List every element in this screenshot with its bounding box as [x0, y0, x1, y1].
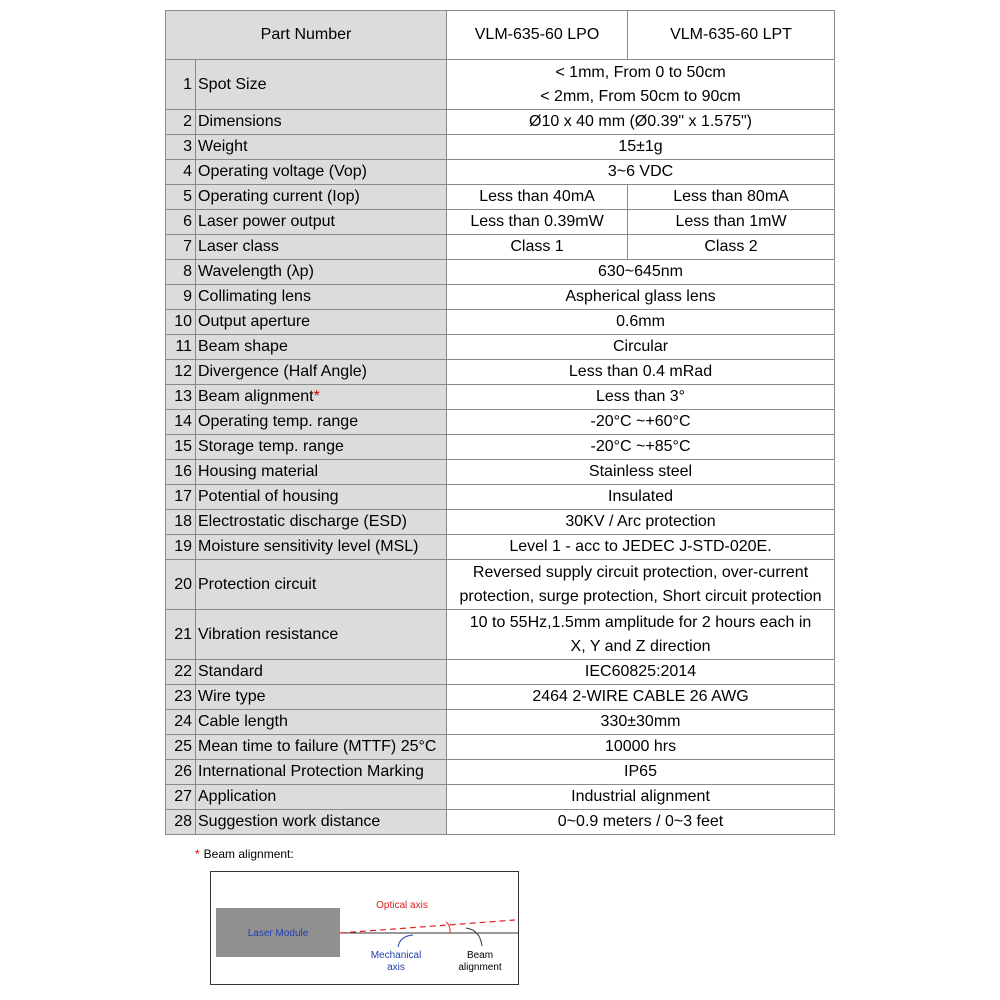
row-label-text: Spot Size	[198, 75, 267, 93]
row-number: 6	[166, 210, 196, 235]
row-label	[196, 810, 447, 835]
row-label-text: Wire type	[198, 688, 266, 705]
row-label-text: Potential of housing	[198, 488, 339, 505]
row-value: Aspherical glass lens	[447, 285, 835, 310]
row-number: 20	[166, 560, 196, 610]
row-number: 18	[166, 510, 196, 535]
row-label	[196, 185, 447, 210]
row-value-line-1: < 1mm, From 0 to 50cm	[555, 63, 726, 81]
beam-alignment-diagram	[210, 871, 519, 985]
row-number: 12	[166, 360, 196, 385]
spec-row	[166, 160, 835, 185]
row-label-text: International Protection Marking	[198, 763, 424, 780]
mechanical-axis-label-2: axis	[387, 962, 405, 973]
spec-row	[166, 185, 835, 210]
row-value: 30KV / Arc protection	[447, 510, 835, 535]
row-label-text: Moisture sensitivity level (MSL)	[198, 538, 419, 555]
row-number: 15	[166, 435, 196, 460]
row-number: 16	[166, 460, 196, 485]
row-label	[196, 460, 447, 485]
spec-row	[166, 285, 835, 310]
part-number-label: Part Number	[166, 11, 447, 60]
row-number: 23	[166, 685, 196, 710]
row-number: 5	[166, 185, 196, 210]
row-value: 0~0.9 meters / 0~3 feet	[447, 810, 835, 835]
row-value-line-2: < 2mm, From 50cm to 90cm	[540, 87, 741, 105]
row-label	[196, 560, 447, 610]
row-label	[196, 410, 447, 435]
row-value: 3~6 VDC	[447, 160, 835, 185]
row-label-text: Protection circuit	[198, 575, 317, 593]
spec-row	[166, 60, 835, 110]
row-label	[196, 535, 447, 560]
spec-row	[166, 610, 835, 660]
spec-row	[166, 685, 835, 710]
row-label	[196, 785, 447, 810]
spec-row	[166, 360, 835, 385]
row-label-text: Wavelength (λp)	[198, 263, 314, 280]
value-lpo: Less than 0.39mW	[447, 210, 628, 235]
value-lpt: Class 2	[628, 235, 835, 260]
row-label-text: Laser power output	[198, 213, 335, 230]
footnote-mark: *	[195, 847, 200, 861]
row-value: 330±30mm	[447, 710, 835, 735]
row-number: 25	[166, 735, 196, 760]
row-number: 22	[166, 660, 196, 685]
row-label	[196, 360, 447, 385]
value-lpo: Class 1	[447, 235, 628, 260]
row-label-text: Cable length	[198, 713, 288, 730]
spec-row	[166, 460, 835, 485]
row-label	[196, 610, 447, 660]
row-label-text: Beam alignment	[198, 388, 314, 405]
row-value-line-2: X, Y and Z direction	[570, 637, 711, 655]
row-number: 13	[166, 385, 196, 410]
row-label	[196, 760, 447, 785]
row-number: 24	[166, 710, 196, 735]
row-value: Less than 3°	[447, 385, 835, 410]
row-number: 1	[166, 60, 196, 110]
row-number: 2	[166, 110, 196, 135]
spec-row	[166, 760, 835, 785]
row-number: 4	[166, 160, 196, 185]
row-value: IP65	[447, 760, 835, 785]
row-value: -20°C ~+60°C	[447, 410, 835, 435]
row-label-text: Mean time to failure (MTTF) 25°C	[198, 738, 437, 755]
row-value: Circular	[447, 335, 835, 360]
row-value: 10000 hrs	[447, 735, 835, 760]
row-number: 11	[166, 335, 196, 360]
row-label	[196, 210, 447, 235]
row-label-text: Suggestion work distance	[198, 813, 381, 830]
row-label	[196, 435, 447, 460]
row-number: 3	[166, 135, 196, 160]
row-label	[196, 235, 447, 260]
row-label	[196, 160, 447, 185]
row-label	[196, 60, 447, 110]
row-label-text: Operating temp. range	[198, 413, 359, 430]
row-value: 15±1g	[447, 135, 835, 160]
row-value: 2464 2-WIRE CABLE 26 AWG	[447, 685, 835, 710]
row-label	[196, 485, 447, 510]
row-label-text: Weight	[198, 138, 248, 155]
row-label-text: Operating voltage (Vop)	[198, 163, 367, 180]
row-value: Ø10 x 40 mm (Ø0.39" x 1.575")	[447, 110, 835, 135]
row-label	[196, 685, 447, 710]
row-label	[196, 385, 447, 410]
row-value: -20°C ~+85°C	[447, 435, 835, 460]
row-number: 9	[166, 285, 196, 310]
row-label	[196, 310, 447, 335]
row-value: IEC60825:2014	[447, 660, 835, 685]
laser-module-label: Laser Module	[247, 928, 309, 939]
row-label-text: Dimensions	[198, 113, 282, 130]
row-number: 17	[166, 485, 196, 510]
beam-alignment-label-2: alignment	[458, 962, 502, 973]
footnote	[195, 847, 294, 861]
spec-row	[166, 385, 835, 410]
footnote-text: Beam alignment:	[203, 847, 294, 861]
model-lpo: VLM-635-60 LPO	[447, 11, 628, 60]
spec-row	[166, 510, 835, 535]
optical-axis-label: Optical axis	[376, 900, 428, 911]
mechanical-axis-label-1: Mechanical	[370, 950, 422, 961]
spec-row	[166, 335, 835, 360]
row-number: 14	[166, 410, 196, 435]
value-lpt: Less than 1mW	[628, 210, 835, 235]
value-lpo: Less than 40mA	[447, 185, 628, 210]
row-value-line-2: protection, surge protection, Short circuit protection	[459, 587, 822, 605]
row-label	[196, 510, 447, 535]
row-value: Stainless steel	[447, 460, 835, 485]
spec-row	[166, 560, 835, 610]
spec-row	[166, 235, 835, 260]
spec-row	[166, 735, 835, 760]
row-label	[196, 260, 447, 285]
row-label-text: Output aperture	[198, 313, 311, 330]
row-number: 8	[166, 260, 196, 285]
row-label-text: Storage temp. range	[198, 438, 344, 455]
row-value-line-1: Reversed supply circuit protection, over-current	[472, 563, 809, 581]
row-label	[196, 660, 447, 685]
spec-row	[166, 135, 835, 160]
row-number: 21	[166, 610, 196, 660]
row-number: 27	[166, 785, 196, 810]
spec-table-body	[166, 11, 835, 835]
row-value	[447, 560, 835, 610]
row-label-text: Vibration resistance	[198, 625, 339, 643]
row-label	[196, 285, 447, 310]
header-row	[166, 11, 835, 60]
spec-table	[165, 10, 835, 835]
row-label-text: Standard	[198, 663, 263, 680]
row-value: 0.6mm	[447, 310, 835, 335]
spec-row	[166, 110, 835, 135]
model-lpt: VLM-635-60 LPT	[628, 11, 835, 60]
row-label-text: Collimating lens	[198, 288, 311, 305]
row-label	[196, 710, 447, 735]
spec-row	[166, 785, 835, 810]
spec-row	[166, 410, 835, 435]
row-number: 26	[166, 760, 196, 785]
row-value: Level 1 - acc to JEDEC J-STD-020E.	[447, 535, 835, 560]
value-lpt: Less than 80mA	[628, 185, 835, 210]
row-label-text: Electrostatic discharge (ESD)	[198, 513, 407, 530]
row-label	[196, 335, 447, 360]
row-label	[196, 735, 447, 760]
spec-row	[166, 310, 835, 335]
row-number: 19	[166, 535, 196, 560]
row-label-text: Operating current (Iop)	[198, 188, 360, 205]
row-number: 10	[166, 310, 196, 335]
row-value-line-1: 10 to 55Hz,1.5mm amplitude for 2 hours each in	[469, 613, 812, 631]
spec-row	[166, 535, 835, 560]
row-value: Less than 0.4 mRad	[447, 360, 835, 385]
row-value: 630~645nm	[447, 260, 835, 285]
row-label-text: Application	[198, 788, 277, 805]
required-mark: *	[313, 388, 320, 405]
row-label-text: Housing material	[198, 463, 319, 480]
row-label	[196, 110, 447, 135]
row-value	[447, 610, 835, 660]
spec-row	[166, 485, 835, 510]
spec-row	[166, 260, 835, 285]
row-number: 7	[166, 235, 196, 260]
row-label	[196, 135, 447, 160]
row-number: 28	[166, 810, 196, 835]
spec-row	[166, 660, 835, 685]
row-value: Insulated	[447, 485, 835, 510]
beam-alignment-label-1: Beam	[466, 950, 494, 961]
row-value: Industrial alignment	[447, 785, 835, 810]
spec-row	[166, 710, 835, 735]
row-value	[447, 60, 835, 110]
spec-row	[166, 810, 835, 835]
row-label-text: Divergence (Half Angle)	[198, 363, 367, 380]
spec-row	[166, 435, 835, 460]
row-label-text: Laser class	[198, 238, 279, 255]
row-label-text: Beam shape	[198, 338, 288, 355]
spec-row	[166, 210, 835, 235]
